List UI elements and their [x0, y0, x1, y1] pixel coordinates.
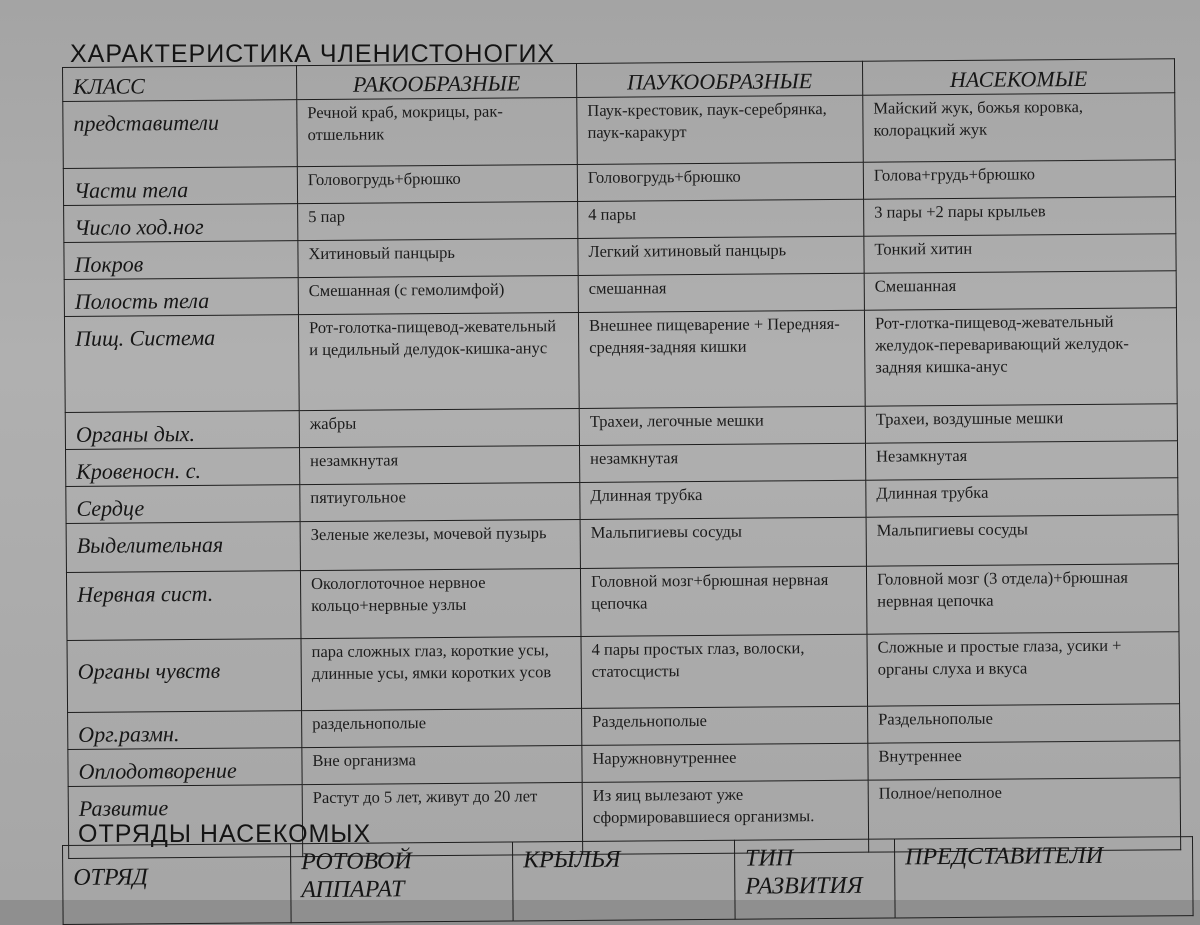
cell-arachnids: Мальпигиевы сосуды — [580, 517, 866, 568]
cell-crustaceans: Растут до 5 лет, живут до 20 лет — [302, 782, 583, 856]
row-label: Оплодотворение — [68, 748, 302, 787]
cell-insects: Мальпигиевы сосуды — [866, 515, 1178, 566]
cell-insects: Полное/неполное — [868, 778, 1181, 852]
row-label: Развитие — [68, 785, 303, 859]
cell-insects: 3 пары +2 пары крыльев — [864, 197, 1176, 236]
cell-crustaceans: Речной краб, мокрицы, рак-отшельник — [297, 97, 578, 166]
table-row — [66, 564, 1178, 641]
cell-arachnids: Головной мозг+брюшная нервная цепочка — [580, 566, 867, 636]
cell-arachnids: Длинная трубка — [580, 480, 866, 519]
table-row — [67, 632, 1180, 713]
orders-col-development: ТИП РАЗВИТИЯ — [734, 839, 895, 919]
row-label: Сердце — [66, 485, 300, 524]
cell-arachnids: Головогрудь+брюшко — [577, 162, 863, 201]
cell-arachnids: Раздельнополые — [582, 706, 868, 745]
row-label: Пищ. Система — [64, 315, 299, 413]
cell-crustaceans: пятиугольное — [300, 482, 580, 521]
cell-crustaceans: Смешанная (с гемолимфой) — [298, 275, 578, 314]
cell-crustaceans: Окологлоточное нервное кольцо+нервные узлы — [300, 568, 581, 638]
row-label: Кровеносн. с. — [66, 448, 300, 487]
cell-insects: Внутреннее — [868, 741, 1180, 780]
table-title: ХАРАКТЕРИСТИКА ЧЛЕНИСТОНОГИХ — [70, 40, 556, 68]
cell-arachnids: Внешнее пищеварение + Передняя-средняя-задняя кишки — [578, 310, 865, 408]
orders-col-mouthparts: РОТОВОЙ АППАРАТ — [290, 842, 513, 923]
cell-insects: Голова+грудь+брюшко — [863, 160, 1175, 199]
cell-arachnids: смешанная — [578, 273, 864, 312]
cell-insects: Головной мозг (3 отдела)+брюшная нервная цепочка — [866, 564, 1179, 634]
cell-crustaceans: Головогрудь+брюшко — [297, 164, 577, 203]
row-label: Нервная сист. — [66, 571, 301, 641]
orders-col-order: ОТРЯД — [63, 844, 292, 925]
cell-insects: Тонкий хитин — [864, 234, 1176, 273]
cell-insects: Майский жук, божья коровка, колорацкий жук — [863, 93, 1176, 162]
cell-arachnids: Паук-крестовик, паук-серебрянка, паук-каракурт — [577, 95, 864, 164]
row-label: Органы дых. — [65, 411, 299, 450]
row-label: Число ход.ног — [64, 204, 298, 243]
cell-crustaceans: Хитиновый панцырь — [298, 238, 578, 277]
row-label: представители — [63, 100, 298, 169]
cell-arachnids: Из яиц вылезают уже сформировавшиеся организмы. — [582, 780, 869, 854]
cell-insects: Трахеи, воздушные мешки — [865, 404, 1177, 443]
class-header-insects: НАСЕКОМЫЕ — [862, 59, 1174, 95]
cell-arachnids: Трахеи, легочные мешки — [579, 406, 865, 445]
row-label: Выделительная — [66, 522, 300, 573]
cell-crustaceans: Вне организма — [302, 745, 582, 784]
cell-crustaceans: 5 пар — [298, 201, 578, 240]
cell-arachnids: 4 пары — [578, 199, 864, 238]
insect-orders-table — [62, 836, 1194, 925]
class-header-crustaceans: РАКООБРАЗНЫЕ — [296, 63, 576, 99]
row-label: Покров — [64, 241, 298, 280]
arthropod-characteristics-table — [62, 58, 1181, 859]
cell-insects: Длинная трубка — [866, 478, 1178, 517]
cell-crustaceans: Рот-голотка-пищевод-жевательный и цедильный делудок-кишка-анус — [298, 312, 579, 410]
row-label: Орг.размн. — [68, 711, 302, 750]
cell-insects: Незамкнутая — [865, 441, 1177, 480]
orders-table-title: ОТРЯДЫ НАСЕКОМЫХ — [78, 820, 372, 848]
table-row — [63, 93, 1175, 169]
cell-arachnids: 4 пары простых глаз, волоски, статосцисты — [581, 634, 868, 708]
cell-insects: Смешанная — [864, 271, 1176, 310]
row-label: Полость тела — [64, 278, 298, 317]
cell-insects: Сложные и простые глаза, усики + органы слуха и вкуса — [867, 632, 1180, 706]
cell-arachnids: Легкий хитиновый панцырь — [578, 236, 864, 275]
class-header-arachnids: ПАУКООБРАЗНЫЕ — [576, 61, 862, 97]
cell-crustaceans: Зеленые железы, мочевой пузырь — [300, 519, 580, 570]
cell-arachnids: незамкнутая — [579, 443, 865, 482]
cell-insects: Раздельнополые — [868, 704, 1180, 743]
orders-header-row — [63, 837, 1194, 925]
table-row — [64, 308, 1177, 413]
row-label: Части тела — [63, 167, 297, 206]
cell-crustaceans: раздельнополые — [302, 708, 582, 747]
class-header-label: КЛАСС — [63, 66, 297, 102]
orders-col-representatives: ПРЕДСТАВИТЕЛИ — [894, 837, 1193, 918]
cell-arachnids: Наружновнутреннее — [582, 743, 868, 782]
orders-col-wings: КРЫЛЬЯ — [512, 840, 735, 921]
cell-crustaceans: пара сложных глаз, короткие усы, длинные усы, ямки коротких усов — [301, 636, 582, 710]
cell-insects: Рот-глотка-пищевод-жевательный желудок-переваривающий желудок-задняя кишка-анус — [864, 308, 1177, 406]
cell-crustaceans: незамкнутая — [299, 445, 579, 484]
row-label: Органы чувств — [67, 639, 302, 713]
table-row — [66, 515, 1178, 573]
cell-crustaceans: жабры — [299, 408, 579, 447]
